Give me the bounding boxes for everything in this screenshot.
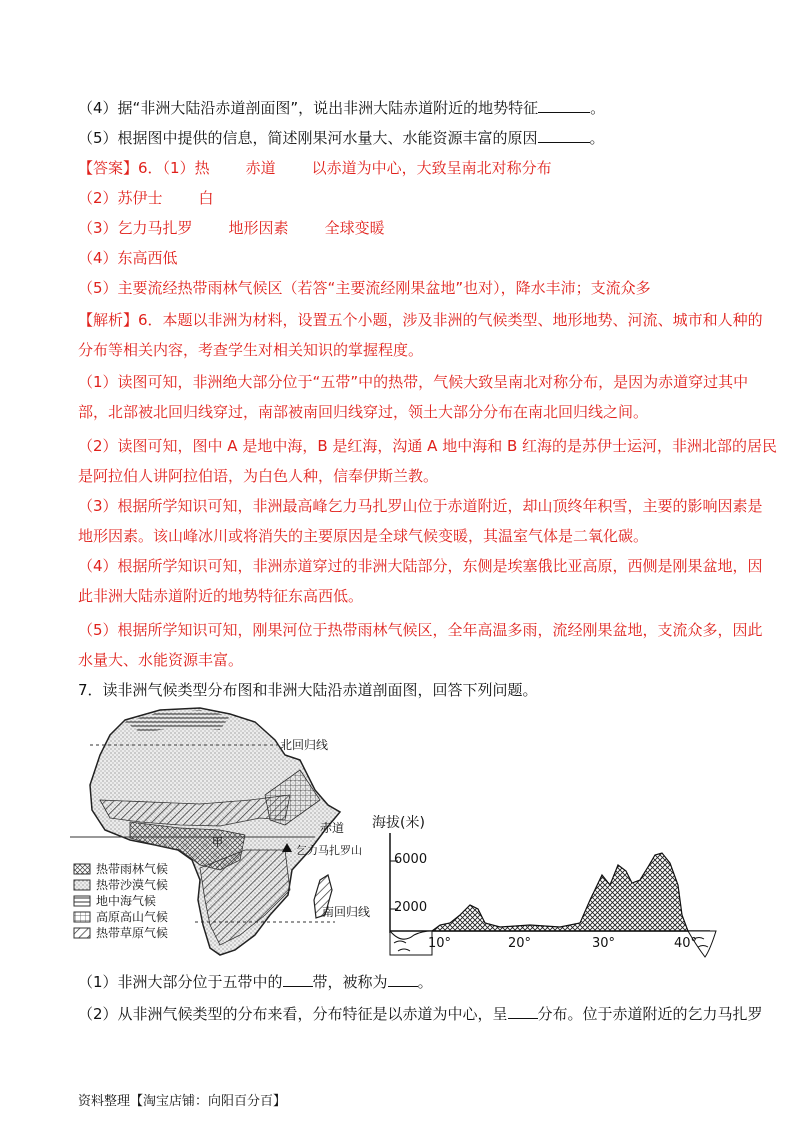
answer-line-5: （5）主要流经热带雨林气候区（若答“主要流经刚果盆地”也对），降水丰沛；支流众多	[78, 279, 651, 297]
legend-savanna: 热带草原气候	[96, 926, 169, 940]
question-4-end: 。	[590, 99, 606, 117]
analysis-intro-text: 6．本题以非洲为材料，设置五个小题，涉及非洲的气候类型、地形地势、河流、城市和人种的	[138, 311, 763, 329]
answer-1b: 赤道	[245, 159, 276, 177]
legend-mediterranean: 地中海气候	[96, 894, 157, 908]
answer-line-3	[78, 218, 385, 238]
analysis-p2b: 是阿拉伯人讲阿拉伯语，为白色人种，信奉伊斯兰教。	[78, 467, 439, 485]
legend-highland: 高原高山气候	[96, 910, 169, 924]
q7-1-c: 。	[417, 973, 433, 991]
q7-1-a: （1）非洲大部分位于五带中的	[78, 973, 283, 991]
analysis-intro-1	[78, 310, 763, 330]
question-7-1	[78, 972, 433, 992]
page-footer: 资料整理【淘宝店铺：向阳百分百】	[78, 1094, 287, 1109]
question-4-text: （4）据“非洲大陆沿赤道剖面图”，说出非洲大陆赤道附近的地势特征	[78, 99, 539, 117]
answer-blank	[388, 972, 418, 987]
map-legend	[74, 861, 168, 940]
analysis-p5a: （5）根据所学知识可知，刚果河位于热带雨林气候区，全年高温多雨，流经刚果盆地，支流众多，因此	[78, 621, 763, 639]
y-tick-6000: 6000	[394, 852, 428, 867]
equator-label: 赤道	[320, 821, 345, 835]
y-tick-2000: 2000	[394, 900, 428, 915]
answer-blank	[508, 1004, 538, 1019]
answer-blank	[538, 98, 590, 113]
question-5-end: 。	[589, 129, 605, 147]
q7-1-b: 带，被称为	[312, 973, 388, 991]
question-7-title: 7．读非洲气候类型分布图和非洲大陆沿赤道剖面图，回答下列问题。	[78, 681, 538, 699]
x-tick-20: 20°	[508, 936, 532, 951]
analysis-intro-2: 分布等相关内容，考查学生对相关知识的掌握程度。	[78, 341, 424, 359]
answer-1a: 6．（1）热	[138, 159, 210, 177]
analysis-p3b: 地形因素。该山峰冰川或将消失的主要原因是全球气候变暖，其温室气体是二氧化碳。	[78, 527, 649, 545]
question-5-text: （5）根据图中提供的信息，简述刚果河水量大、水能资源丰富的原因	[78, 129, 538, 147]
ocean-left	[390, 931, 432, 955]
answer-3b: 地形因素	[228, 219, 289, 237]
answer-3a: （3）乞力马扎罗	[78, 219, 193, 237]
kilimanjaro-label: 乞力马扎罗山	[296, 844, 362, 857]
analysis-p4b: 此非洲大陆赤道附近的地势特征东高西低。	[78, 587, 364, 605]
analysis-p1b: 部，北部被北回归线穿过，南部被南回归线穿过，领土大部分分布在南北回归线之间。	[78, 403, 649, 421]
tropic-south-label: 南回归线	[322, 905, 370, 919]
map-label-a: 甲	[212, 836, 223, 849]
answer-blank	[538, 128, 590, 143]
analysis-p4a: （4）根据所学知识可知，非洲赤道穿过的非洲大陆部分，东侧是埃塞俄比亚高原，西侧是刚果盆地，因	[78, 557, 763, 575]
answer-line-2	[78, 188, 214, 208]
answer-line-1	[78, 158, 552, 178]
answer-line-4: （4）东高西低	[78, 249, 178, 267]
analysis-p5b: 水量大、水能资源丰富。	[78, 651, 244, 669]
answer-1c: 以赤道为中心，大致呈南北对称分布	[311, 159, 552, 177]
x-tick-30: 30°	[592, 936, 616, 951]
terrain-profile	[432, 853, 688, 931]
analysis-tag: 【解析】	[78, 311, 139, 329]
answer-blank	[283, 972, 313, 987]
tropic-north-label: 北回归线	[280, 738, 329, 752]
analysis-p3a: （3）根据所学知识可知，非洲最高峰乞力马扎罗山位于赤道附近，却山顶终年积雪，主要的影响因素是	[78, 497, 763, 515]
question-7-2	[78, 1004, 763, 1024]
x-tick-40: 40°	[674, 936, 698, 951]
analysis-p2a: （2）读图可知，图中 A 是地中海，B 是红海，沟通 A 地中海和 B 红海的是苏伊士运河，非洲北部的居民	[78, 437, 778, 455]
answer-2a: （2）苏伊士	[78, 189, 163, 207]
answer-tag: 【答案】	[78, 159, 139, 177]
question-5	[78, 128, 605, 148]
x-tick-10: 10°	[428, 936, 452, 951]
legend-desert: 热带沙漠气候	[96, 878, 169, 892]
q7-2-b: 分布。位于赤道附近的乞力马扎罗	[537, 1005, 763, 1023]
analysis-p1a: （1）读图可知，非洲绝大部分位于“五带”中的热带，气候大致呈南北对称分布，是因为赤道穿过其中	[78, 373, 749, 391]
answer-2b: 白	[198, 189, 214, 207]
africa-climate-map	[70, 700, 370, 970]
legend-rainforest: 热带雨林气候	[96, 862, 169, 876]
equator-profile-chart	[370, 805, 725, 965]
profile-y-label: 海拔(米)	[372, 815, 425, 831]
question-4	[78, 98, 605, 118]
q7-2-a: （2）从非洲气候类型的分布来看，分布特征是以赤道为中心，呈	[78, 1005, 508, 1023]
answer-3c: 全球变暖	[324, 219, 385, 237]
